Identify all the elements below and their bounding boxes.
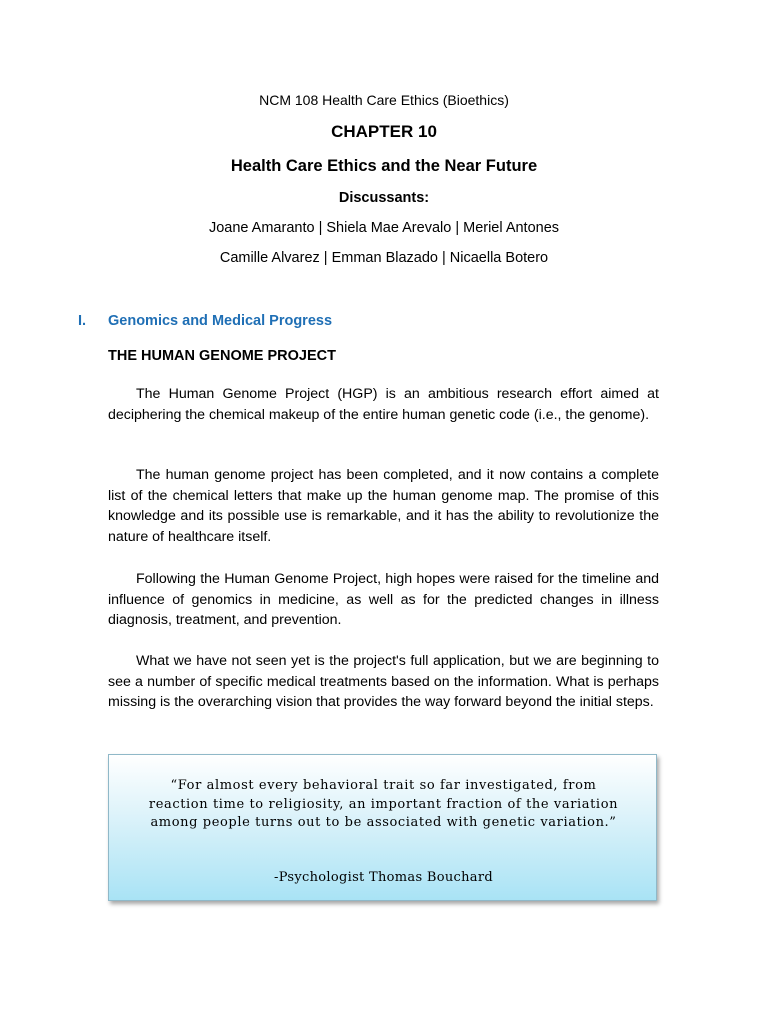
subheading: THE HUMAN GENOME PROJECT — [108, 348, 336, 364]
paragraph-4: What we have not seen yet is the project's full application, but we are beginning to see a number of specific medical treatments based on the information. What is perhaps missing is the overarching vision that provides the way forward beyond the initial steps. — [108, 653, 659, 710]
quote-author: -Psychologist Thomas Bouchard — [274, 870, 493, 885]
discussants-label: Discussants: — [338, 190, 430, 206]
section-title: Genomics and Medical Progress — [108, 313, 333, 329]
discussants-names-line-2: Camille Alvarez | Emman Blazado | Nicaella Botero — [219, 250, 549, 266]
chapter-number: CHAPTER 10 — [331, 122, 437, 141]
quote-text: “For almost every behavioral trait so far investigated, from reaction time to religiosity, an important fraction of the variation among people turns out to be associated with genetic variation.” — [148, 778, 619, 830]
section-number: I. — [78, 313, 87, 329]
paragraph-1: The Human Genome Project (HGP) is an ambitious research effort aimed at deciphering the chemical makeup of the entire human genetic code (i.e., the genome). — [108, 386, 659, 423]
paragraph-2: The human genome project has been completed, and it now contains a complete list of the chemical letters that make up the human genome map. The promise of this knowledge and its possible use is remarkable, and it has the ability to revolutionize the nature of healthcare itself. — [108, 467, 659, 545]
chapter-title: Health Care Ethics and the Near Future — [230, 157, 538, 175]
paragraph-3: Following the Human Genome Project, high hopes were raised for the timeline and influence of genomics in medicine, as well as for the predicted changes in illness diagnosis, treatment, and prevention. — [108, 571, 659, 628]
course-title: NCM 108 Health Care Ethics (Bioethics) — [259, 92, 509, 108]
discussants-names-line-1: Joane Amaranto | Shiela Mae Arevalo | Meriel Antones — [208, 220, 560, 236]
quote-box — [108, 754, 657, 901]
